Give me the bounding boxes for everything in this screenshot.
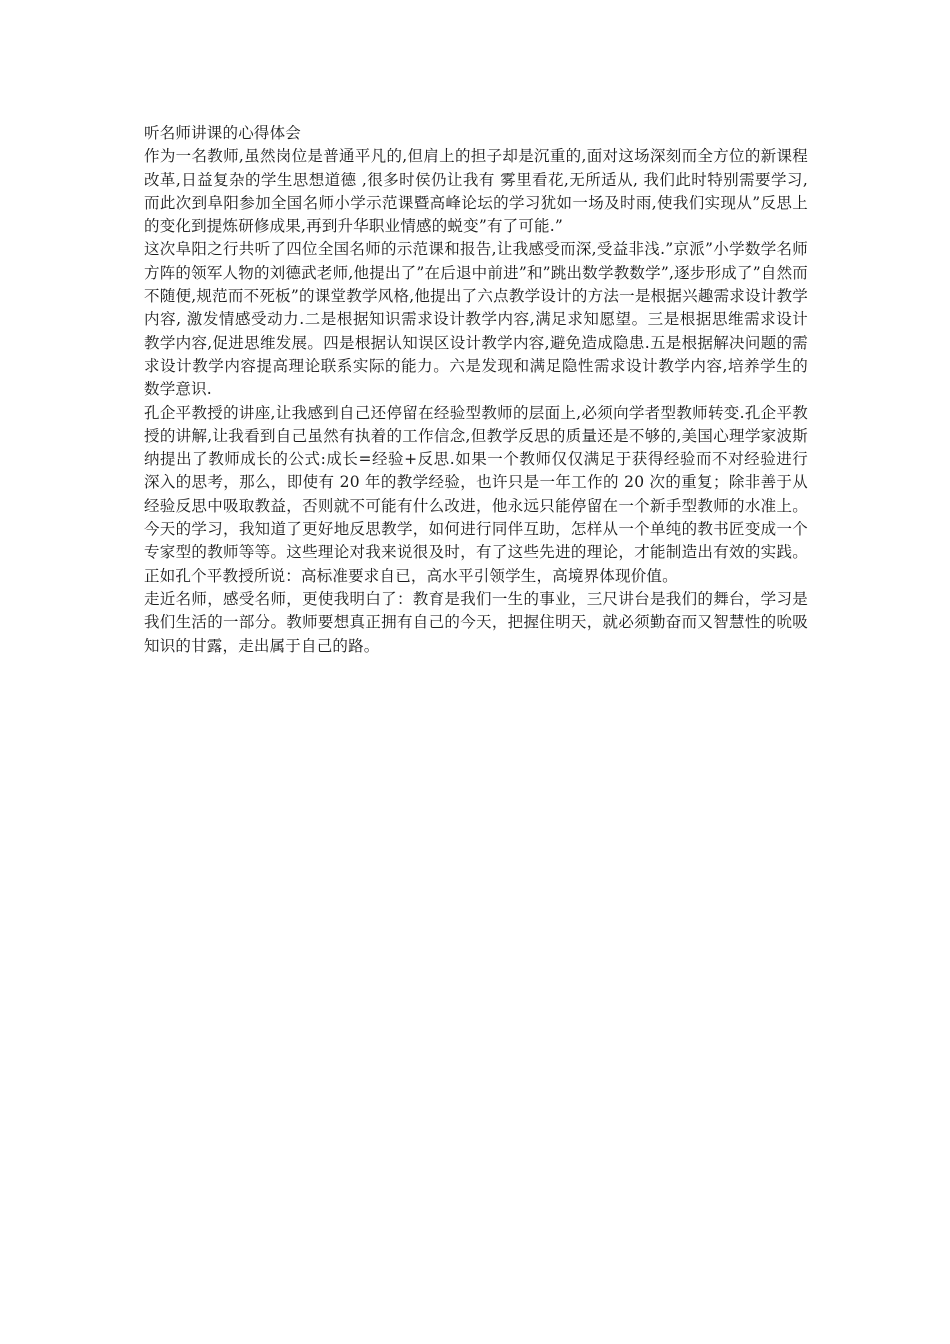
- paragraph-2: 这次阜阳之行共听了四位全国名师的示范课和报告,让我感受而深,受益非浅.”京派”小学数学名师方阵的领军人物的刘德武老师,他提出了”在后退中前进”和”跳出数学教数学”,逐步形成了”自然而不随便,规范而不死板”的课堂教学风格,他提出了六点教学设计的方法一是根据兴趣需求设计教学内容, 激发情感受动力.二是根据知识需求设计教学内容,满足求知愿望。三是根据思维需求设计教学内容,促进思维发展。四是根据认知误区设计教学内容,避免造成隐患.五是根据解决问题的需求设计教学内容提高理论联系实际的能力。六是发现和满足隐性需求设计教学内容,培养学生的数学意识.: [144, 240, 808, 399]
- document-page: [144, 122, 808, 658]
- paragraph-4: 走近名师，感受名师，更使我明白了：教育是我们一生的事业，三尺讲台是我们的舞台，学习是我们生活的一部分。教师要想真正拥有自己的今天，把握住明天，就必须勤奋而又智慧性的吮吸知识的甘露，走出属于自己的路。: [144, 589, 808, 655]
- paragraph-1: 作为一名教师,虽然岗位是普通平凡的,但肩上的担子却是沉重的,面对这场深刻而全方位的新课程改革,日益复杂的学生思想道德 ,很多时侯仍让我有 雾里看花,无所适从, 我们此时特别需要学习, 而此次到阜阳参加全国名师小学示范课暨高峰论坛的学习犹如一场及时雨,使我们实现从”反思上的变化到提炼研修成果,再到升华职业情感的蜕变”有了可能.”: [144, 147, 808, 236]
- document-title: 听名师讲课的心得体会: [144, 124, 302, 142]
- paragraph-3: 孔企平教授的讲座,让我感到自己还停留在经验型教师的层面上,必须向学者型教师转变.孔企平教授的讲解,让我看到自己虽然有执着的工作信念,但教学反思的质量还是不够的,美国心理学家波斯纳提出了教师成长的公式:成长=经验+反思.如果一个教师仅仅满足于获得经验而不对经验进行深入的思考，那么，即使有 20 年的教学经验，也许只是一年工作的 20 次的重复；除非善于从经验反思中吸取教益，否则就不可能有什么改进，他永远只能停留在一个新手型教师的水准上。今天的学习，我知道了更好地反思教学，如何进行同伴互助，怎样从一个单纯的教书匠变成一个专家型的教师等等。这些理论对我来说很及时，有了这些先进的理论，才能制造出有效的实践。正如孔个平教授所说：高标准要求自已，高水平引领学生，高境界体现价值。: [144, 403, 808, 585]
